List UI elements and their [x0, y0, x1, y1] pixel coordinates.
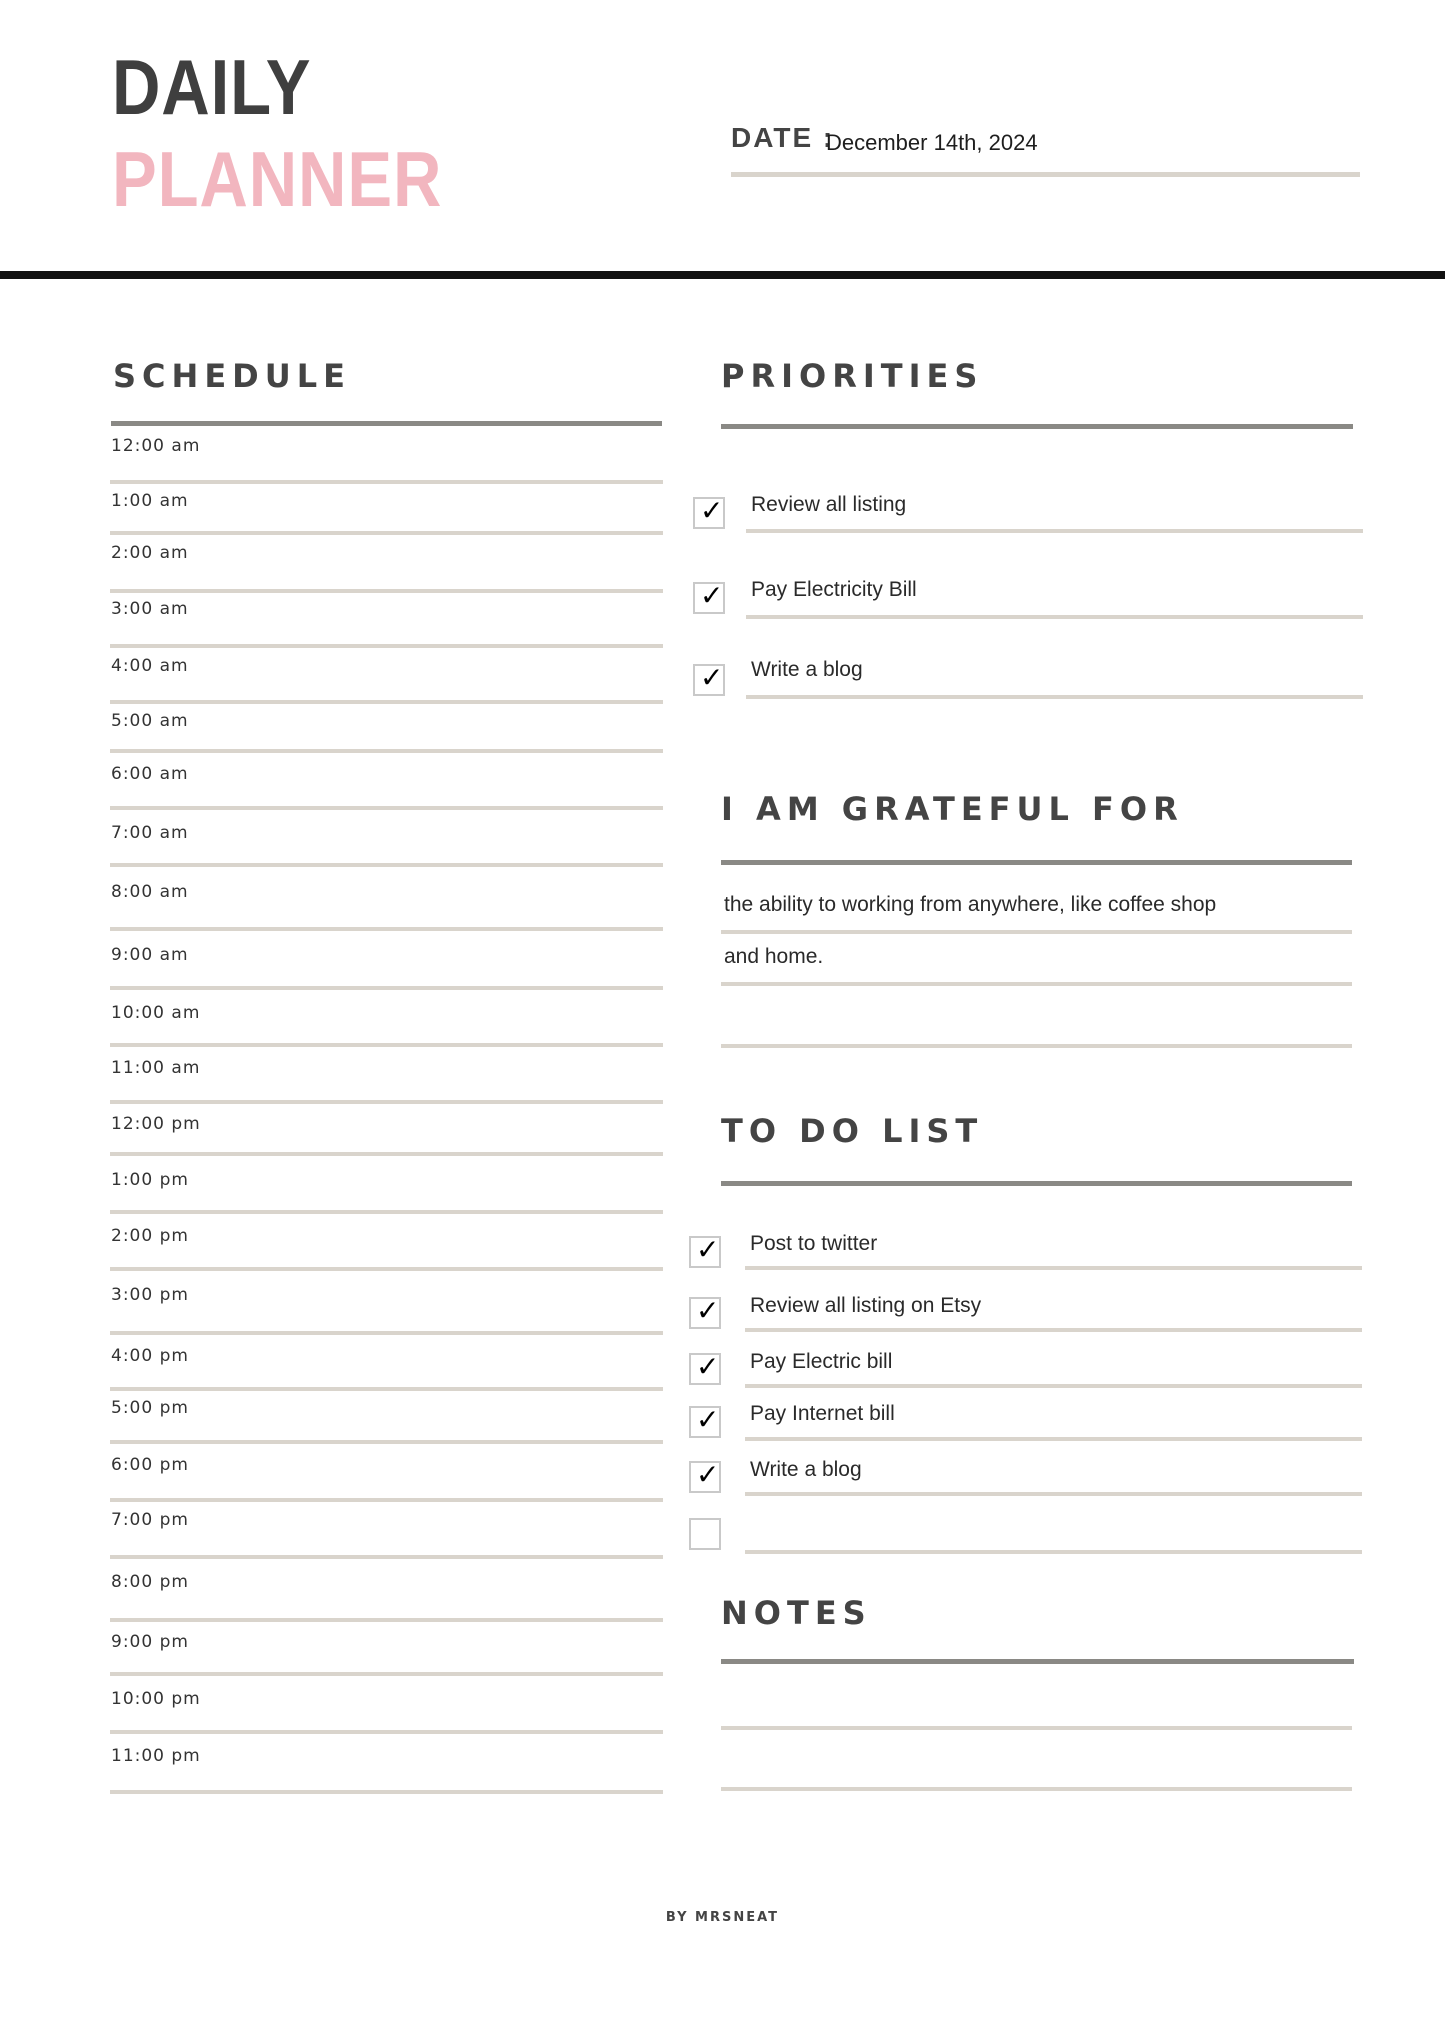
date-value[interactable]: December 14th, 2024 — [826, 130, 1038, 155]
schedule-time-label: 9:00 pm — [111, 1632, 189, 1652]
schedule-slot-line[interactable] — [110, 806, 663, 810]
todo-item-line — [745, 1492, 1362, 1496]
todo-item-text[interactable]: Write a blog — [750, 1458, 862, 1481]
schedule-slot-line[interactable] — [110, 1387, 663, 1391]
schedule-time-label: 11:00 am — [111, 1058, 201, 1078]
notes-heading: NOTES — [721, 1594, 872, 1632]
checkmark-icon: ✓ — [696, 1233, 720, 1266]
notes-heading-rule — [721, 1659, 1354, 1664]
schedule-slot-line[interactable] — [110, 531, 663, 535]
grateful-rule-3 — [721, 1044, 1352, 1048]
priorities-heading: PRIORITIES — [721, 357, 984, 395]
todo-checkbox[interactable] — [689, 1350, 721, 1385]
schedule-time-label: 7:00 pm — [111, 1510, 189, 1530]
schedule-slot-line[interactable] — [110, 1043, 663, 1047]
schedule-slot-line[interactable] — [110, 1210, 663, 1214]
priorities-item-text[interactable]: Pay Electricity Bill — [751, 578, 917, 601]
checkmark-icon: ✓ — [700, 494, 724, 527]
checkmark-icon: ✓ — [700, 579, 724, 612]
priorities-heading-rule — [721, 424, 1353, 429]
schedule-slot-line[interactable] — [110, 1790, 663, 1794]
grateful-line-2[interactable]: and home. — [724, 945, 824, 968]
schedule-time-label: 7:00 am — [111, 823, 189, 843]
schedule-slot-line[interactable] — [110, 1498, 663, 1502]
todo-item-text[interactable]: Pay Electric bill — [750, 1350, 893, 1373]
priorities-item-line — [746, 615, 1363, 619]
todo-checkbox[interactable] — [689, 1294, 721, 1329]
schedule-time-label: 8:00 pm — [111, 1572, 189, 1592]
schedule-time-label: 3:00 am — [111, 599, 189, 619]
checkmark-icon: ✓ — [696, 1350, 720, 1383]
schedule-slot-line[interactable] — [110, 1267, 663, 1271]
schedule-time-label: 6:00 am — [111, 764, 189, 784]
schedule-slot-line[interactable] — [110, 480, 663, 484]
schedule-time-label: 1:00 am — [111, 491, 189, 511]
footer-credit: BY MRSNEAT — [665, 1910, 780, 1925]
notes-rule-2 — [721, 1787, 1352, 1791]
title-planner: PLANNER — [112, 135, 443, 223]
todo-item-line — [745, 1266, 1362, 1270]
schedule-slot-line[interactable] — [110, 927, 663, 931]
schedule-slot-line[interactable] — [110, 1555, 663, 1559]
todo-item-text[interactable]: Review all listing on Etsy — [750, 1294, 982, 1317]
schedule-time-label: 9:00 am — [111, 945, 189, 965]
checkmark-icon: ✓ — [696, 1294, 720, 1327]
schedule-time-label: 11:00 pm — [111, 1746, 201, 1766]
schedule-slot-line[interactable] — [110, 1618, 663, 1622]
schedule-time-label: 3:00 pm — [111, 1285, 189, 1305]
todo-checkbox[interactable] — [689, 1403, 721, 1438]
schedule-slot-line[interactable] — [110, 986, 663, 990]
grateful-heading: I AM GRATEFUL FOR — [721, 790, 1184, 828]
priorities-checkbox[interactable] — [693, 494, 725, 529]
schedule-time-label: 4:00 am — [111, 656, 189, 676]
date-underline — [731, 172, 1360, 177]
schedule-slot-line[interactable] — [110, 749, 663, 753]
checkmark-icon: ✓ — [700, 661, 724, 694]
priorities-item-text[interactable]: Review all listing — [751, 493, 907, 516]
priorities-checkbox[interactable] — [693, 661, 725, 696]
todo-checkbox[interactable] — [689, 1233, 721, 1268]
header-divider — [0, 271, 1445, 279]
schedule-time-label: 6:00 pm — [111, 1455, 189, 1475]
priorities-checkbox[interactable] — [693, 579, 725, 614]
priorities-item-line — [746, 529, 1363, 533]
todo-item-line — [745, 1437, 1362, 1441]
grateful-heading-rule — [721, 860, 1352, 865]
title-daily: DAILY — [112, 43, 312, 131]
schedule-time-label: 12:00 am — [111, 436, 201, 456]
schedule-time-label: 4:00 pm — [111, 1346, 189, 1366]
todo-item-text[interactable]: Post to twitter — [750, 1232, 878, 1255]
notes-rule-1 — [721, 1726, 1352, 1730]
todo-item-text[interactable]: Pay Internet bill — [750, 1402, 895, 1425]
schedule-time-label: 5:00 am — [111, 711, 189, 731]
schedule-slot-line[interactable] — [110, 863, 663, 867]
schedule-slot-line[interactable] — [110, 644, 663, 648]
schedule-slot-line[interactable] — [110, 1331, 663, 1335]
schedule-heading-rule — [111, 421, 662, 426]
date-label: DATE : — [731, 122, 835, 153]
todo-item-line — [745, 1328, 1362, 1332]
todo-item-line — [745, 1384, 1362, 1388]
grateful-line-1[interactable]: the ability to working from anywhere, like coffee shop — [724, 893, 1217, 916]
todo-item-line — [745, 1550, 1362, 1554]
schedule-time-label: 5:00 pm — [111, 1398, 189, 1418]
grateful-rule-2 — [721, 982, 1352, 986]
schedule-time-label: 10:00 pm — [111, 1689, 201, 1709]
todo-heading: TO DO LIST — [721, 1112, 984, 1150]
schedule-slot-line[interactable] — [110, 1100, 663, 1104]
priorities-item-line — [746, 695, 1363, 699]
todo-checkbox[interactable] — [689, 1458, 721, 1493]
priorities-item-text[interactable]: Write a blog — [751, 658, 863, 681]
checkmark-icon: ✓ — [696, 1458, 720, 1491]
grateful-rule-1 — [721, 930, 1352, 934]
schedule-slot-line[interactable] — [110, 700, 663, 704]
schedule-slot-line[interactable] — [110, 589, 663, 593]
schedule-time-label: 2:00 am — [111, 543, 189, 563]
schedule-time-label: 12:00 pm — [111, 1114, 201, 1134]
schedule-time-label: 2:00 pm — [111, 1226, 189, 1246]
schedule-slot-line[interactable] — [110, 1730, 663, 1734]
schedule-time-label: 8:00 am — [111, 882, 189, 902]
schedule-heading: SCHEDULE — [113, 357, 351, 395]
schedule-slot-line[interactable] — [110, 1440, 663, 1444]
schedule-slot-line[interactable] — [110, 1152, 663, 1156]
schedule-slot-line[interactable] — [110, 1672, 663, 1676]
todo-checkbox[interactable] — [689, 1518, 721, 1550]
todo-heading-rule — [721, 1181, 1352, 1186]
checkmark-icon: ✓ — [696, 1403, 720, 1436]
schedule-time-label: 1:00 pm — [111, 1170, 189, 1190]
schedule-time-label: 10:00 am — [111, 1003, 201, 1023]
